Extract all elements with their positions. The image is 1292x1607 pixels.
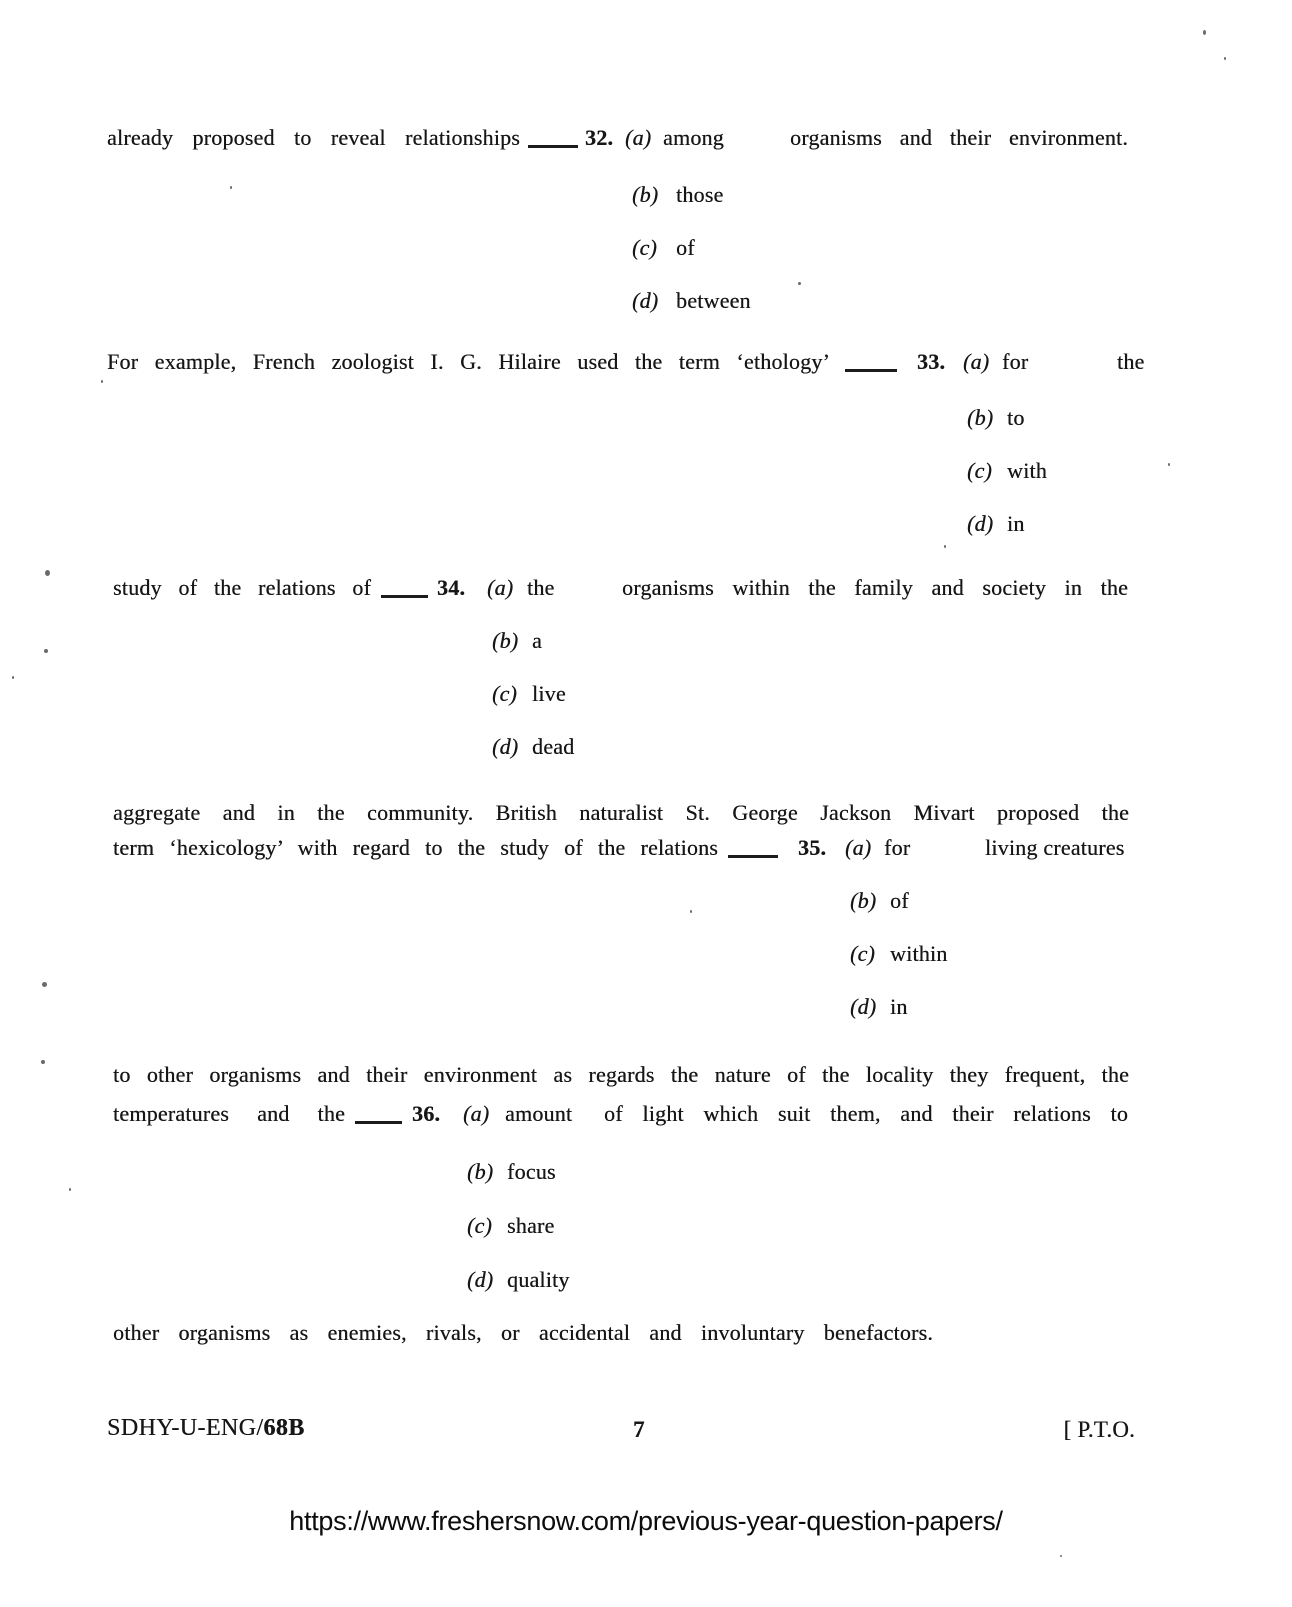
question-35-option-a-text: for	[884, 835, 911, 860]
question-36-blank	[355, 1121, 402, 1124]
question-36-option-b-text: focus	[507, 1159, 556, 1184]
question-32-option-a-text: among	[663, 125, 724, 150]
question-34-option-d-text: dead	[532, 734, 575, 759]
question-35-option-c-text: within	[890, 941, 948, 966]
question-32-blank	[528, 145, 578, 148]
scan-speck	[690, 910, 692, 913]
question-34-option-c-letter: (c)	[492, 681, 518, 706]
question-32-option-c-letter: (c)	[632, 235, 658, 260]
question-36-option-c-letter: (c)	[467, 1213, 493, 1238]
question-34-stem: study of the relations of	[113, 575, 371, 600]
question-35-option-a-letter: (a)	[845, 835, 872, 860]
question-32-option-b-letter: (b)	[632, 182, 659, 207]
scan-speck	[44, 649, 48, 653]
scan-speck	[101, 380, 103, 383]
question-36-option-a-letter: (a)	[463, 1101, 490, 1126]
question-35-number: 35.	[798, 835, 827, 860]
watermark-url: https://www.freshersnow.com/previous-year-question-papers/	[289, 1506, 1003, 1536]
question-34-option-a-letter: (a)	[487, 575, 514, 600]
question-33-option-b-text: to	[1007, 405, 1025, 430]
scan-speck	[798, 282, 801, 285]
question-33-option-a-text: for	[1002, 349, 1029, 374]
question-32-stem-continuation: organisms and their environment.	[790, 125, 1128, 150]
question-35-stem-line2: term ‘hexicology’ with regard to the study of the relations	[113, 835, 718, 860]
question-36-option-b-letter: (b)	[467, 1159, 494, 1184]
question-33-option-d-text: in	[1007, 511, 1025, 536]
scan-speck	[1203, 30, 1206, 35]
question-32-stem: already proposed to reveal relationships	[107, 125, 520, 150]
question-32-option-d-letter: (d)	[632, 288, 659, 313]
question-35-stem-line1: aggregate and in the community. British naturalist St. George Jackson Mivart proposed the	[113, 800, 1129, 825]
question-32-option-c-text: of	[676, 235, 695, 260]
scan-speck	[230, 186, 232, 189]
scan-speck	[1168, 463, 1170, 466]
question-35-option-d-text: in	[890, 994, 908, 1019]
question-32-number: 32.	[585, 125, 614, 150]
question-36-option-d-text: quality	[507, 1267, 570, 1292]
question-35-option-b-letter: (b)	[850, 888, 877, 913]
paper-code	[107, 1416, 305, 1441]
scan-speck	[42, 982, 47, 987]
question-34-option-b-letter: (b)	[492, 628, 519, 653]
question-35-option-b-text: of	[890, 888, 909, 913]
scan-speck	[41, 1060, 45, 1064]
question-36-option-a-text: amount	[505, 1101, 573, 1126]
question-35-option-d-letter: (d)	[850, 994, 877, 1019]
question-36-stem-line1: to other organisms and their environment as regards the nature of the locality they frequent, the	[113, 1062, 1129, 1087]
paper-code-suffix: 68B	[263, 1415, 305, 1441]
scan-speck	[1224, 57, 1226, 60]
question-33-option-c-letter: (c)	[967, 458, 993, 483]
question-34-blank	[381, 595, 428, 598]
scan-speck	[944, 545, 946, 548]
question-34-stem-continuation: organisms within the family and society in the	[622, 575, 1128, 600]
question-34-option-c-text: live	[532, 681, 566, 706]
question-33-stem: For example, French zoologist I. G. Hilaire used the term ‘ethology’	[107, 349, 830, 374]
question-33-number: 33.	[917, 349, 946, 374]
question-34-option-d-letter: (d)	[492, 734, 519, 759]
question-33-blank	[845, 369, 897, 372]
question-33-stem-continuation: the	[1117, 349, 1145, 374]
question-34-option-b-text: a	[532, 628, 542, 653]
paper-code-prefix: SDHY-U-ENG/	[107, 1415, 264, 1441]
question-33-option-c-text: with	[1007, 458, 1047, 483]
passage-closing-line: other organisms as enemies, rivals, or accidental and involuntary benefactors.	[113, 1320, 933, 1345]
question-32-option-a-letter: (a)	[625, 125, 652, 150]
question-36-option-c-text: share	[507, 1213, 555, 1238]
question-36-stem-continuation: of light which suit them, and their relations to	[604, 1101, 1128, 1126]
question-33-option-a-letter: (a)	[963, 349, 990, 374]
question-34-option-a-text: the	[527, 575, 555, 600]
pto-label: [ P.T.O.	[1063, 1417, 1135, 1442]
question-34-number: 34.	[437, 575, 466, 600]
scan-speck	[1060, 1555, 1062, 1557]
scan-speck	[45, 570, 50, 576]
question-32-option-b-text: those	[676, 182, 724, 207]
question-36-stem-line2: temperatures and the	[113, 1101, 345, 1126]
question-33-option-b-letter: (b)	[967, 405, 994, 430]
question-36-option-d-letter: (d)	[467, 1267, 494, 1292]
question-32-option-d-text: between	[676, 288, 751, 313]
scan-speck	[12, 676, 14, 679]
question-35-stem-continuation: living creatures	[985, 835, 1125, 860]
page-number: 7	[633, 1417, 645, 1442]
scan-speck	[69, 1188, 71, 1191]
question-35-blank	[728, 855, 778, 858]
question-36-number: 36.	[412, 1101, 441, 1126]
question-35-option-c-letter: (c)	[850, 941, 876, 966]
question-33-option-d-letter: (d)	[967, 511, 994, 536]
